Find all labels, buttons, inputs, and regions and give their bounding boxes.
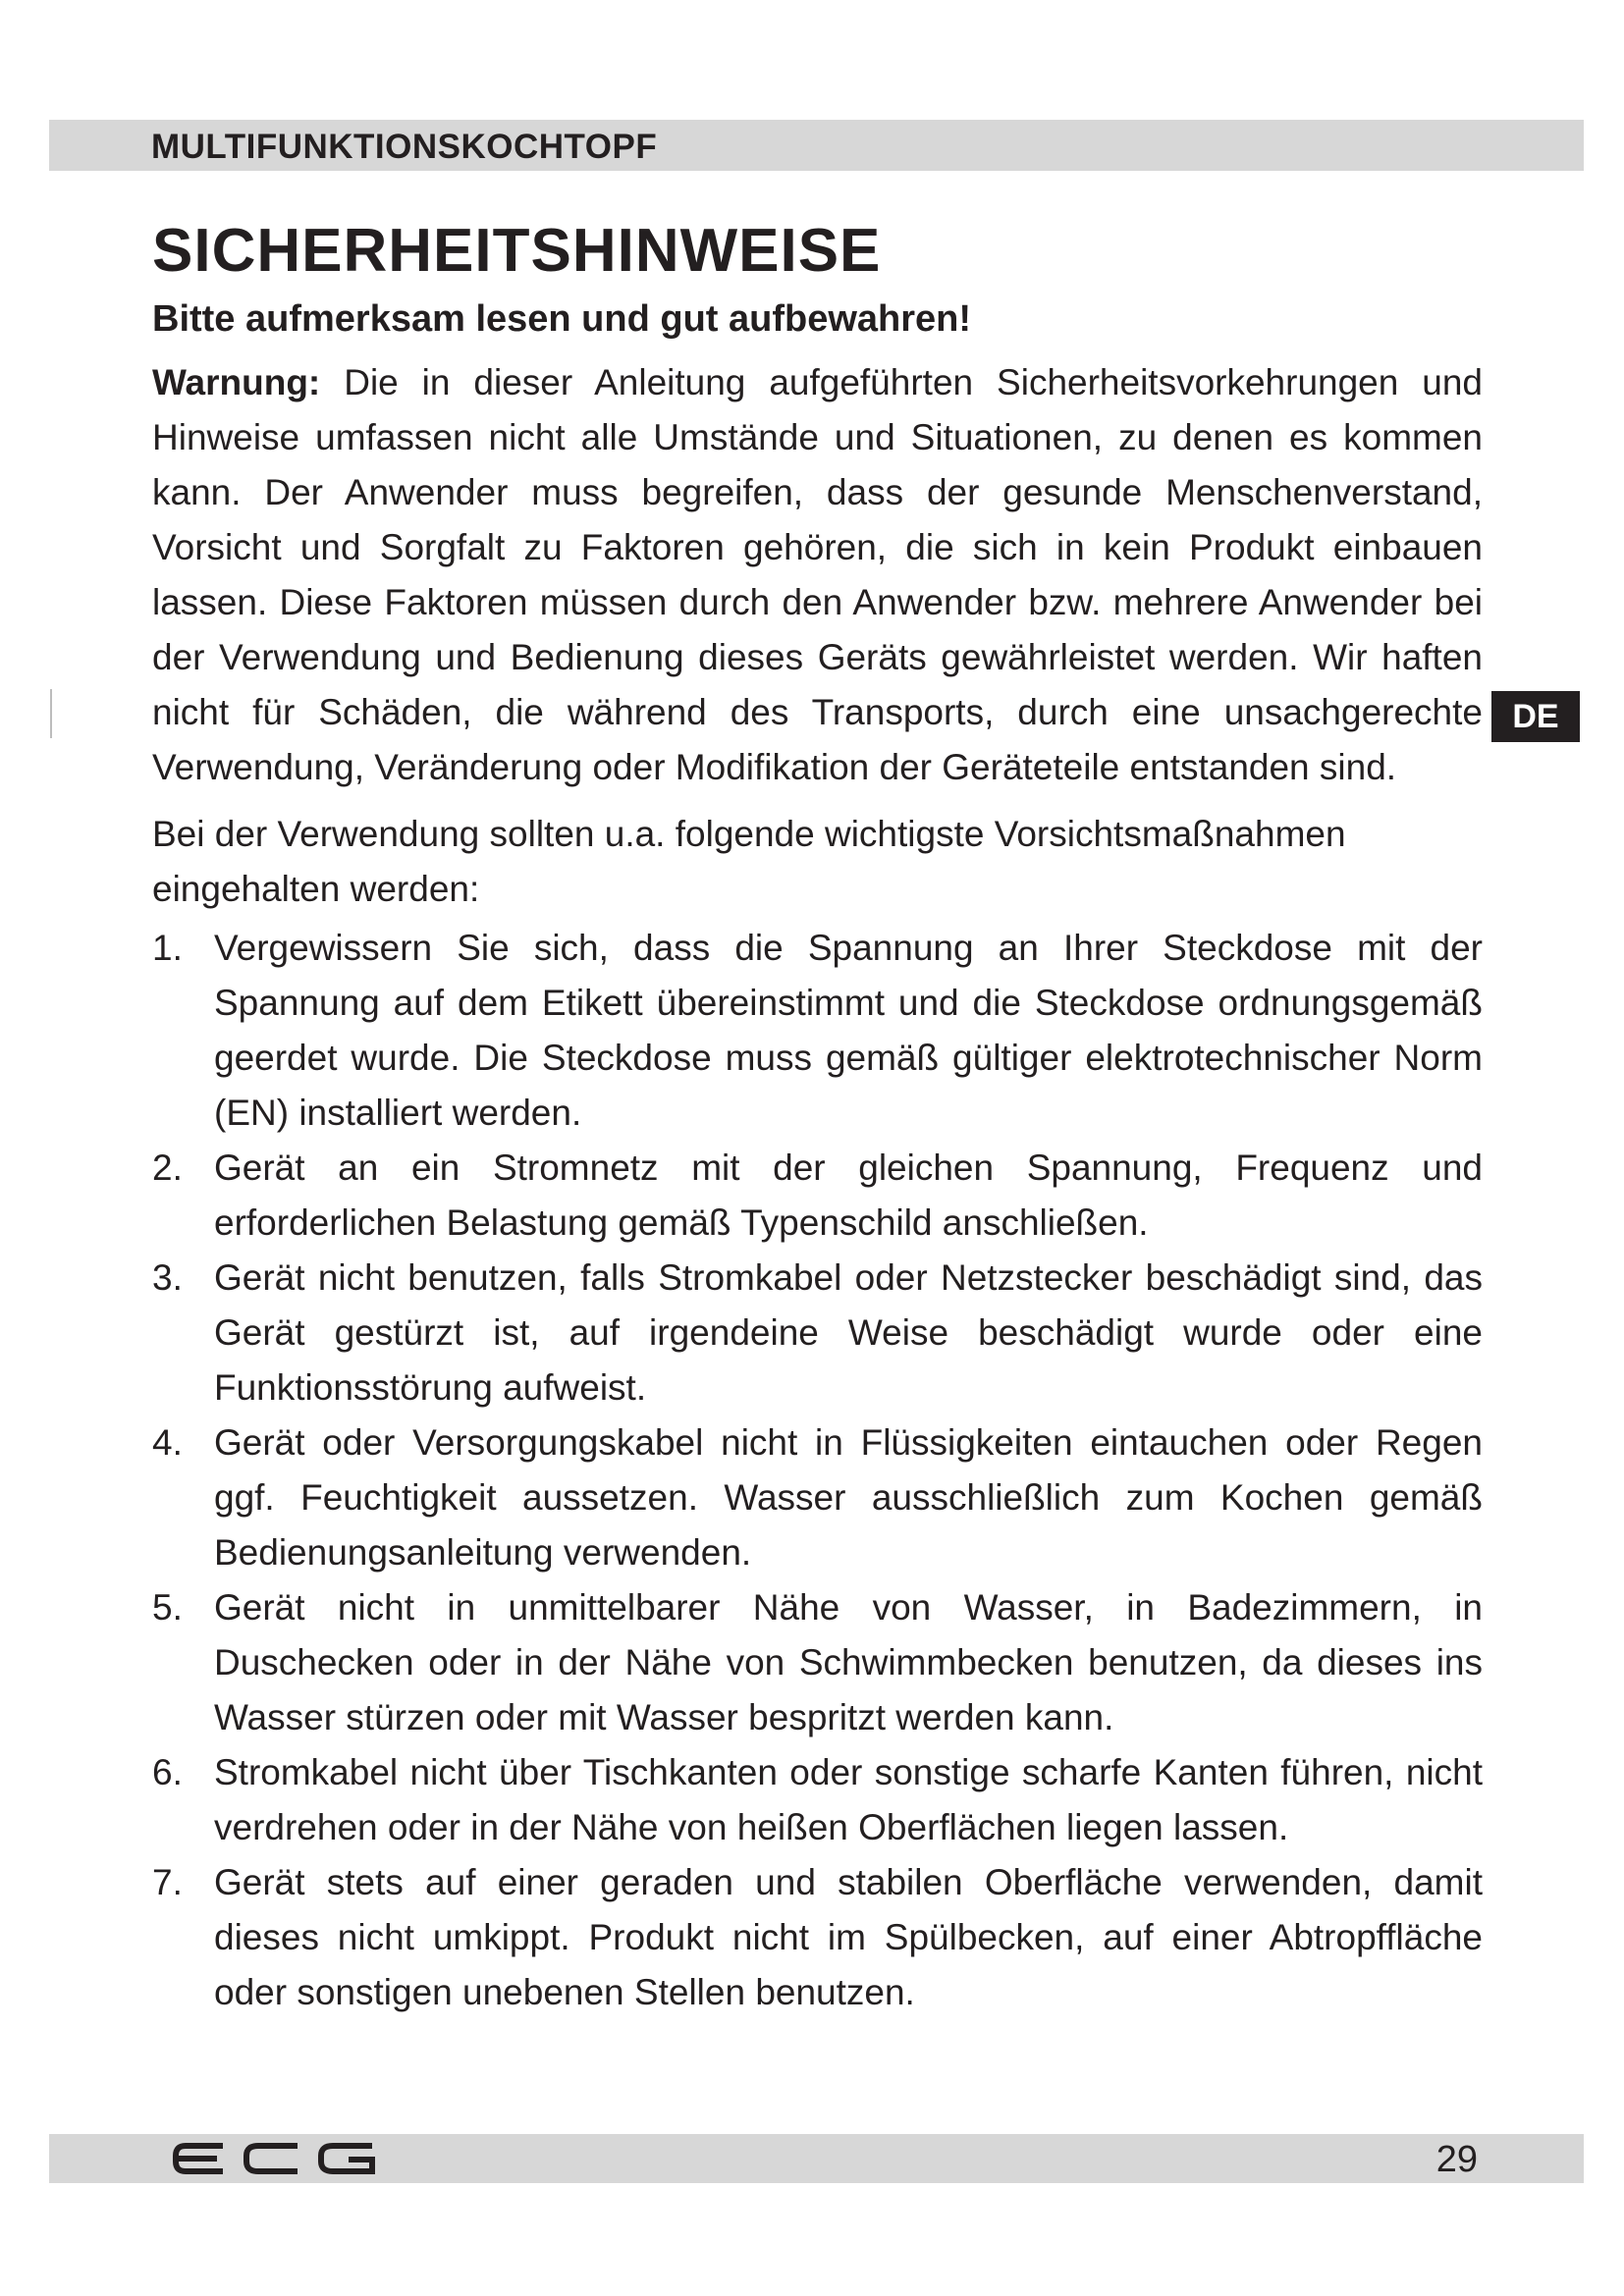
list-item (152, 921, 1483, 1141)
page-number: 29 (1435, 2139, 1478, 2180)
warning-text: Die in dieser Anleitung aufgeführten Sicherheitsvorkehrungen und Hinweise umfassen nicht alle Umstände und Situationen, zu denen es kommen kann. Der Anwender muss begreifen, dass der gesunde Menschenverstand, Vorsicht und Sorgfalt zu Faktoren gehören, die sich in kein Produkt einbauen lassen. Diese Faktoren müssen durch den Anwender bzw. mehrere Anwender bei der Verwendung und Bedienung dieses Geräts gewährleistet werden. Wir haften nicht für Schäden, die während des Transports, durch eine unsachgerechte Verwendung, Veränderung oder Modifikation der Geräteteile entstanden sind. (152, 362, 1484, 787)
list-item-number: 2. (152, 1148, 183, 1188)
list-item-text: Gerät nicht benutzen, falls Stromkabel oder Netzstecker beschädigt sind, das Gerät gestürzt ist, auf irgendeine Weise beschädigt wurde oder eine Funktionsstörung aufweist. (214, 1257, 1483, 1408)
list-item-text: Gerät an ein Stromnetz mit der gleichen Spannung, Frequenz und erforderlichen Belastung gemäß Typenschild anschließen. (214, 1148, 1483, 1243)
crop-mark (50, 689, 52, 738)
warning-paragraph (152, 355, 1483, 795)
intro-paragraph: Bei der Verwendung sollten u.a. folgende wichtigste Vorsichtsmaßnahmen eingehalten werden: (152, 814, 1346, 909)
footer-bar (49, 2134, 1584, 2183)
language-tab: DE (1491, 691, 1580, 742)
list-item (152, 1415, 1483, 1580)
list-item-text: Stromkabel nicht über Tischkanten oder sonstige scharfe Kanten führen, nicht verdrehen oder in der Nähe von heißen Oberflächen liegen lassen. (214, 1752, 1483, 1847)
page-content (152, 214, 1483, 2020)
list-item-number: 5. (152, 1587, 183, 1628)
list-item (152, 1251, 1483, 1415)
header-bar (49, 120, 1584, 171)
product-title: MULTIFUNKTIONSKOCHTOPF (151, 128, 658, 166)
list-item (152, 1141, 1483, 1251)
list-item (152, 1745, 1483, 1855)
list-item-number: 4. (152, 1422, 183, 1463)
list-item-text: Vergewissern Sie sich, dass die Spannung an Ihrer Steckdose mit der Spannung auf dem Etikett übereinstimmt und die Steckdose ordnungsgemäß geerdet wurde. Die Steckdose muss gemäß gültiger elektrotechnischer Norm (EN) installiert werden. (214, 928, 1483, 1133)
list-item-number: 1. (152, 928, 183, 968)
page-title: SICHERHEITSHINWEISE (152, 217, 882, 285)
list-item-text: Gerät stets auf einer geraden und stabilen Oberfläche verwenden, damit dieses nicht umkippt. Produkt nicht im Spülbecken, auf einer Abtropffläche oder sonstigen unebenen Stellen benutzen. (214, 1862, 1483, 2012)
safety-list (152, 921, 1483, 2020)
list-item (152, 1855, 1483, 2020)
list-item-number: 7. (152, 1862, 183, 1902)
list-item-text: Gerät nicht in unmittelbarer Nähe von Wasser, in Badezimmern, in Duschecken oder in der Nähe von Schwimmbecken benutzen, da dieses ins Wasser stürzen oder mit Wasser bespritzt werden kann. (214, 1587, 1483, 1737)
ecg-logo-icon (172, 2142, 378, 2175)
warning-lead: Warnung: (152, 362, 321, 402)
list-item (152, 1580, 1483, 1745)
list-item-number: 6. (152, 1752, 183, 1792)
list-item-number: 3. (152, 1257, 183, 1298)
page-subtitle: Bitte aufmerksam lesen und gut aufbewahren! (152, 298, 972, 340)
list-item-text: Gerät oder Versorgungskabel nicht in Flüssigkeiten eintauchen oder Regen ggf. Feuchtigkeit aussetzen. Wasser ausschließlich zum Kochen gemäß Bedienungsanleitung verwenden. (214, 1422, 1483, 1573)
